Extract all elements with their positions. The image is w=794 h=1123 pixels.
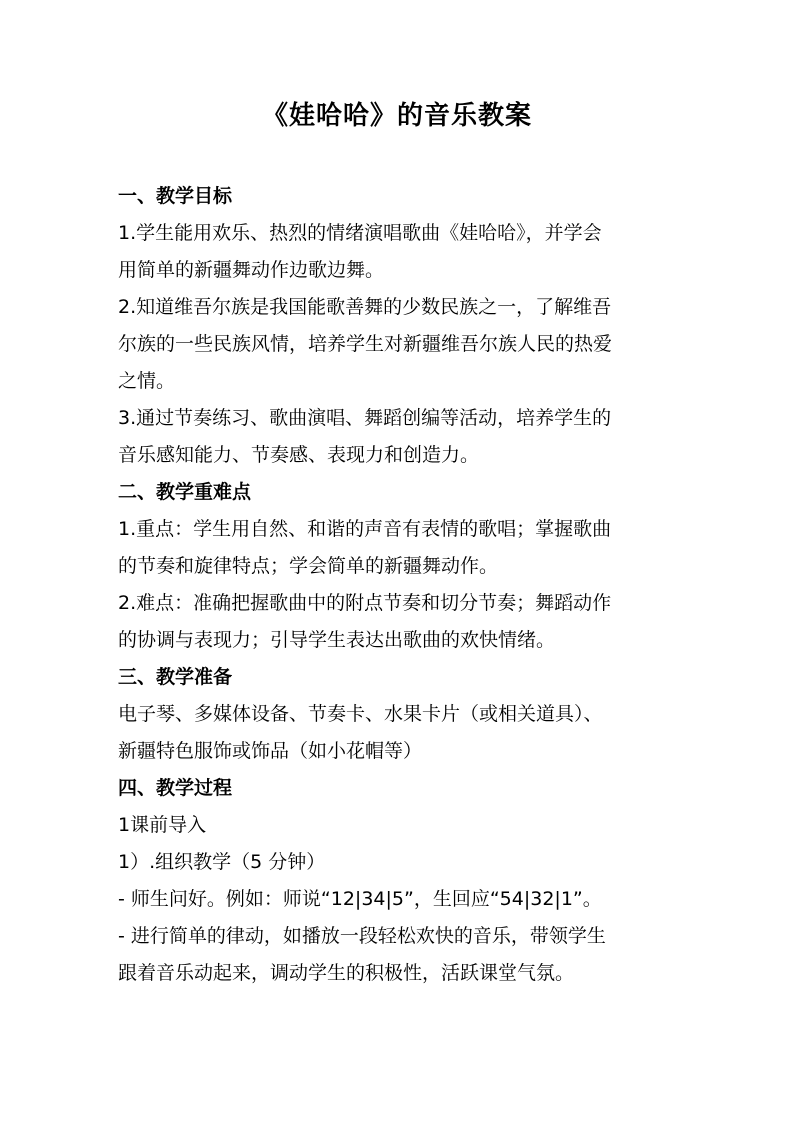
section-heading-preparation: 三、教学准备 bbox=[118, 666, 233, 688]
paragraph-line: 1课前导入 bbox=[118, 814, 207, 836]
paragraph-line: 电子琴、多媒体设备、节奏卡、水果卡片（或相关道具）、 bbox=[118, 703, 603, 725]
paragraph-line: 的节奏和旋律特点；学会简单的新疆舞动作。 bbox=[118, 555, 499, 577]
section-heading-objectives: 一、教学目标 bbox=[118, 185, 233, 207]
paragraph-line: 3.通过节奏练习、歌曲演唱、舞蹈创编等活动，培养学生的 bbox=[118, 407, 612, 429]
paragraph-line: 音乐感知能力、节奏感、表现力和创造力。 bbox=[118, 444, 480, 466]
paragraph-line: 2.知道维吾尔族是我国能歌善舞的少数民族之一，了解维吾 bbox=[118, 296, 612, 318]
paragraph-line: - 进行简单的律动，如播放一段轻松欢快的音乐，带领学生 bbox=[118, 925, 606, 947]
paragraph-line: 的协调与表现力；引导学生表达出歌曲的欢快情绪。 bbox=[118, 629, 556, 651]
paragraph-line: 跟着音乐动起来，调动学生的积极性，活跃课堂气氛。 bbox=[118, 962, 575, 984]
section-heading-key-points: 二、教学重难点 bbox=[118, 481, 252, 503]
paragraph-line: 用简单的新疆舞动作边歌边舞。 bbox=[118, 259, 385, 281]
paragraph-line: 1.重点：学生用自然、和谐的声音有表情的歌唱；掌握歌曲 bbox=[118, 518, 612, 540]
document-body bbox=[118, 178, 678, 992]
paragraph-line: - 师生问好。例如：师说“12|34|5”，生回应“54|32|1”。 bbox=[118, 888, 602, 910]
document-title: 《娃哈哈》的音乐教案 bbox=[261, 101, 532, 131]
paragraph-line: 尔族的一些民族风情，培养学生对新疆维吾尔族人民的热爱 bbox=[118, 333, 613, 355]
section-heading-process: 四、教学过程 bbox=[118, 777, 233, 799]
paragraph-line: 新疆特色服饰或饰品（如小花帽等） bbox=[118, 740, 423, 762]
paragraph-line: 之情。 bbox=[118, 370, 176, 392]
paragraph-line: 1）.组织教学（5 分钟） bbox=[118, 851, 326, 873]
paragraph-line: 2.难点：准确把握歌曲中的附点节奏和切分节奏；舞蹈动作 bbox=[118, 592, 612, 614]
paragraph-line: 1.学生能用欢乐、热烈的情绪演唱歌曲《娃哈哈》，并学会 bbox=[118, 222, 602, 244]
